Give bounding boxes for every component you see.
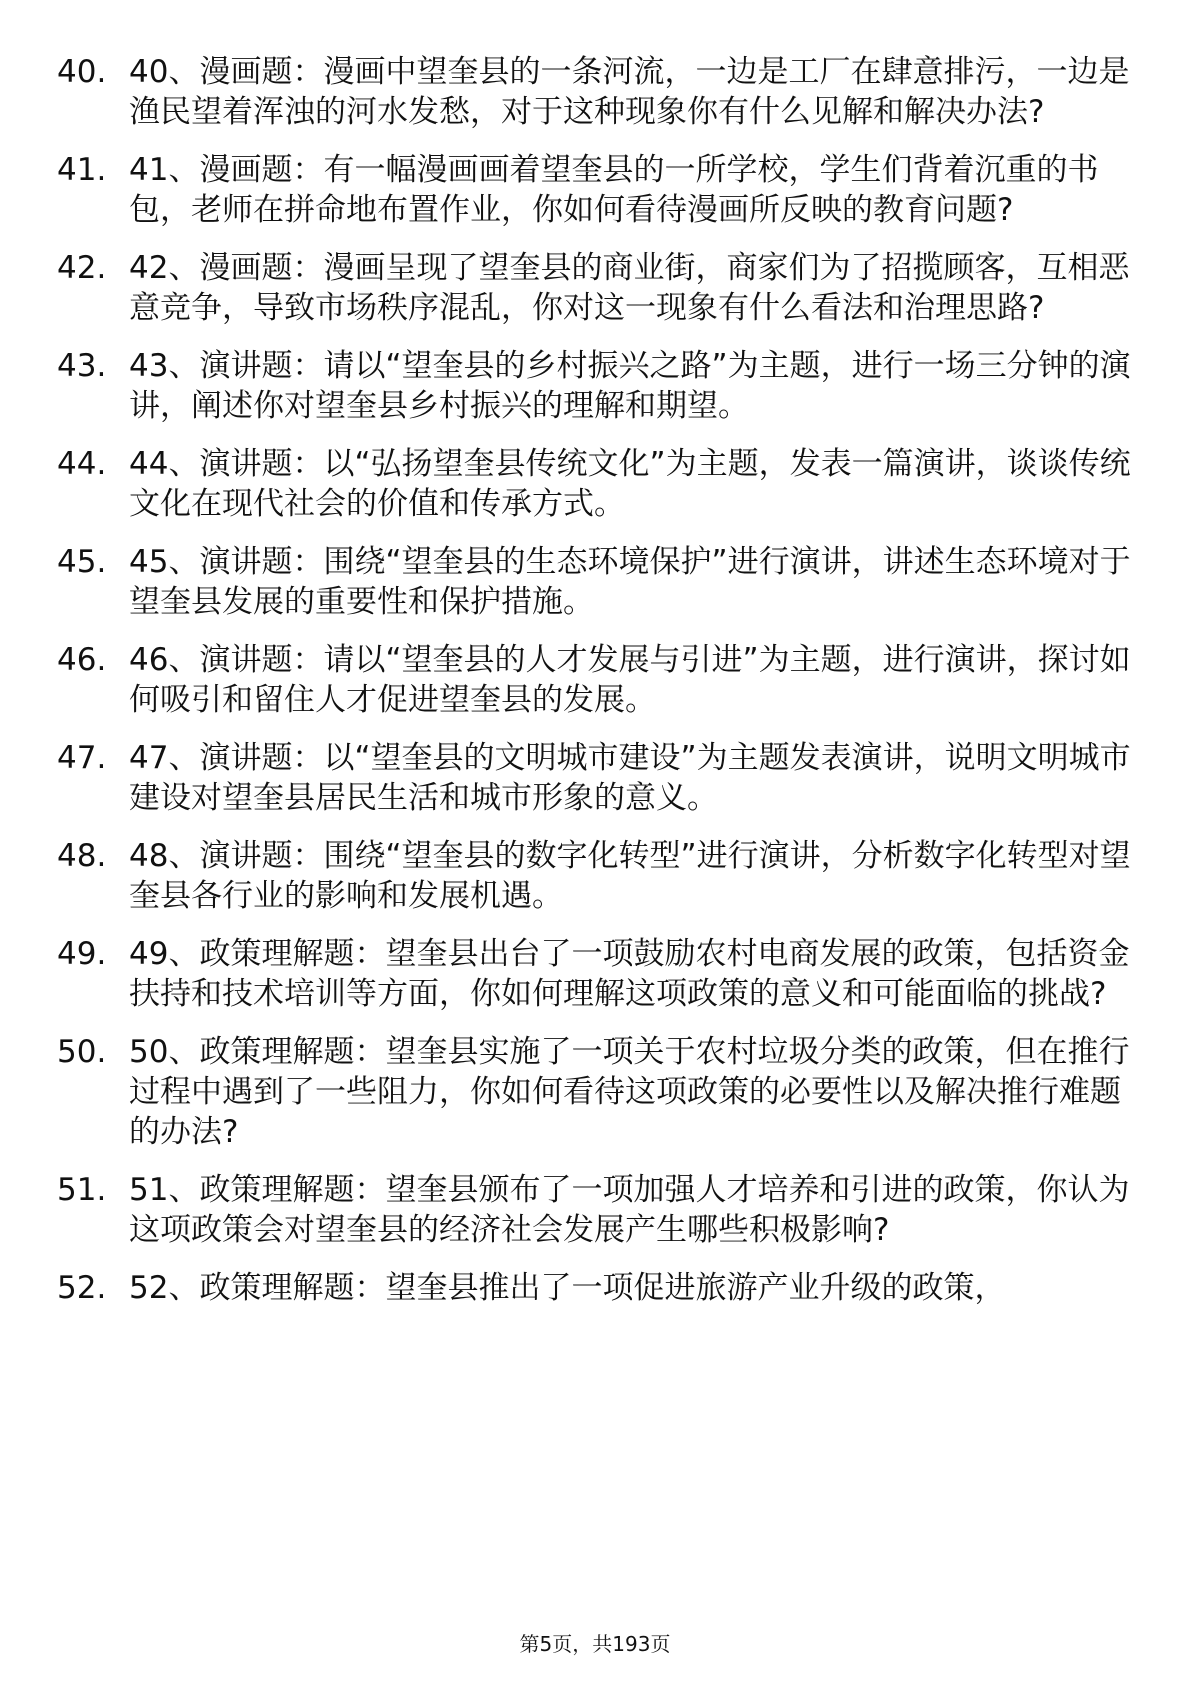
question-number: 45. [57, 544, 107, 580]
question-item [57, 542, 1137, 622]
question-number: 50. [57, 1034, 107, 1070]
question-number: 52. [57, 1270, 107, 1306]
question-item [57, 1032, 1137, 1152]
question-item [57, 640, 1137, 720]
question-text: 46、演讲题：请以“望奎县的人才发展与引进”为主题，进行演讲，探讨如何吸引和留住人才促进望奎县的发展。 [129, 642, 1131, 718]
question-number: 42. [57, 250, 107, 286]
question-item [57, 444, 1137, 524]
question-number: 48. [57, 838, 107, 874]
question-item [57, 346, 1137, 426]
question-number: 46. [57, 642, 107, 678]
question-text: 41、漫画题：有一幅漫画画着望奎县的一所学校，学生们背着沉重的书包，老师在拼命地布置作业，你如何看待漫画所反映的教育问题? [129, 152, 1099, 228]
question-text: 42、漫画题：漫画呈现了望奎县的商业街，商家们为了招揽顾客，互相恶意竞争，导致市场秩序混乱，你对这一现象有什么看法和治理思路? [129, 250, 1130, 326]
question-number: 44. [57, 446, 107, 482]
question-text: 45、演讲题：围绕“望奎县的生态环境保护”进行演讲，讲述生态环境对于望奎县发展的重要性和保护措施。 [129, 544, 1131, 620]
question-text: 40、漫画题：漫画中望奎县的一条河流，一边是工厂在肆意排污，一边是渔民望着浑浊的河水发愁，对于这种现象你有什么见解和解决办法? [129, 54, 1130, 130]
question-number: 41. [57, 152, 107, 188]
question-text: 47、演讲题：以“望奎县的文明城市建设”为主题发表演讲，说明文明城市建设对望奎县居民生活和城市形象的意义。 [129, 740, 1131, 816]
question-item [57, 52, 1137, 132]
question-item [57, 1170, 1137, 1250]
question-text: 51、政策理解题：望奎县颁布了一项加强人才培养和引进的政策，你认为这项政策会对望奎县的经济社会发展产生哪些积极影响? [129, 1172, 1130, 1248]
question-text: 49、政策理解题：望奎县出台了一项鼓励农村电商发展的政策，包括资金扶持和技术培训等方面，你如何理解这项政策的意义和可能面临的挑战? [129, 936, 1130, 1012]
question-item [57, 934, 1137, 1014]
question-number: 40. [57, 54, 107, 90]
question-text: 50、政策理解题：望奎县实施了一项关于农村垃圾分类的政策，但在推行过程中遇到了一些阻力，你如何看待这项政策的必要性以及解决推行难题的办法? [129, 1034, 1130, 1150]
question-text: 43、演讲题：请以“望奎县的乡村振兴之路”为主题，进行一场三分钟的演讲，阐述你对望奎县乡村振兴的理解和期望。 [129, 348, 1131, 424]
question-number: 47. [57, 740, 107, 776]
question-text: 52、政策理解题：望奎县推出了一项促进旅游产业升级的政策， [129, 1270, 1006, 1306]
question-number: 49. [57, 936, 107, 972]
question-text: 44、演讲题：以“弘扬望奎县传统文化”为主题，发表一篇演讲，谈谈传统文化在现代社会的价值和传承方式。 [129, 446, 1131, 522]
question-list [57, 52, 1137, 1326]
question-number: 43. [57, 348, 107, 384]
page-number-footer: 第5页，共193页 [519, 1632, 671, 1656]
question-number: 51. [57, 1172, 107, 1208]
question-text: 48、演讲题：围绕“望奎县的数字化转型”进行演讲，分析数字化转型对望奎县各行业的影响和发展机遇。 [129, 838, 1131, 914]
question-item [57, 1268, 1137, 1308]
question-item [57, 248, 1137, 328]
question-item [57, 150, 1137, 230]
question-item [57, 738, 1137, 818]
question-item [57, 836, 1137, 916]
